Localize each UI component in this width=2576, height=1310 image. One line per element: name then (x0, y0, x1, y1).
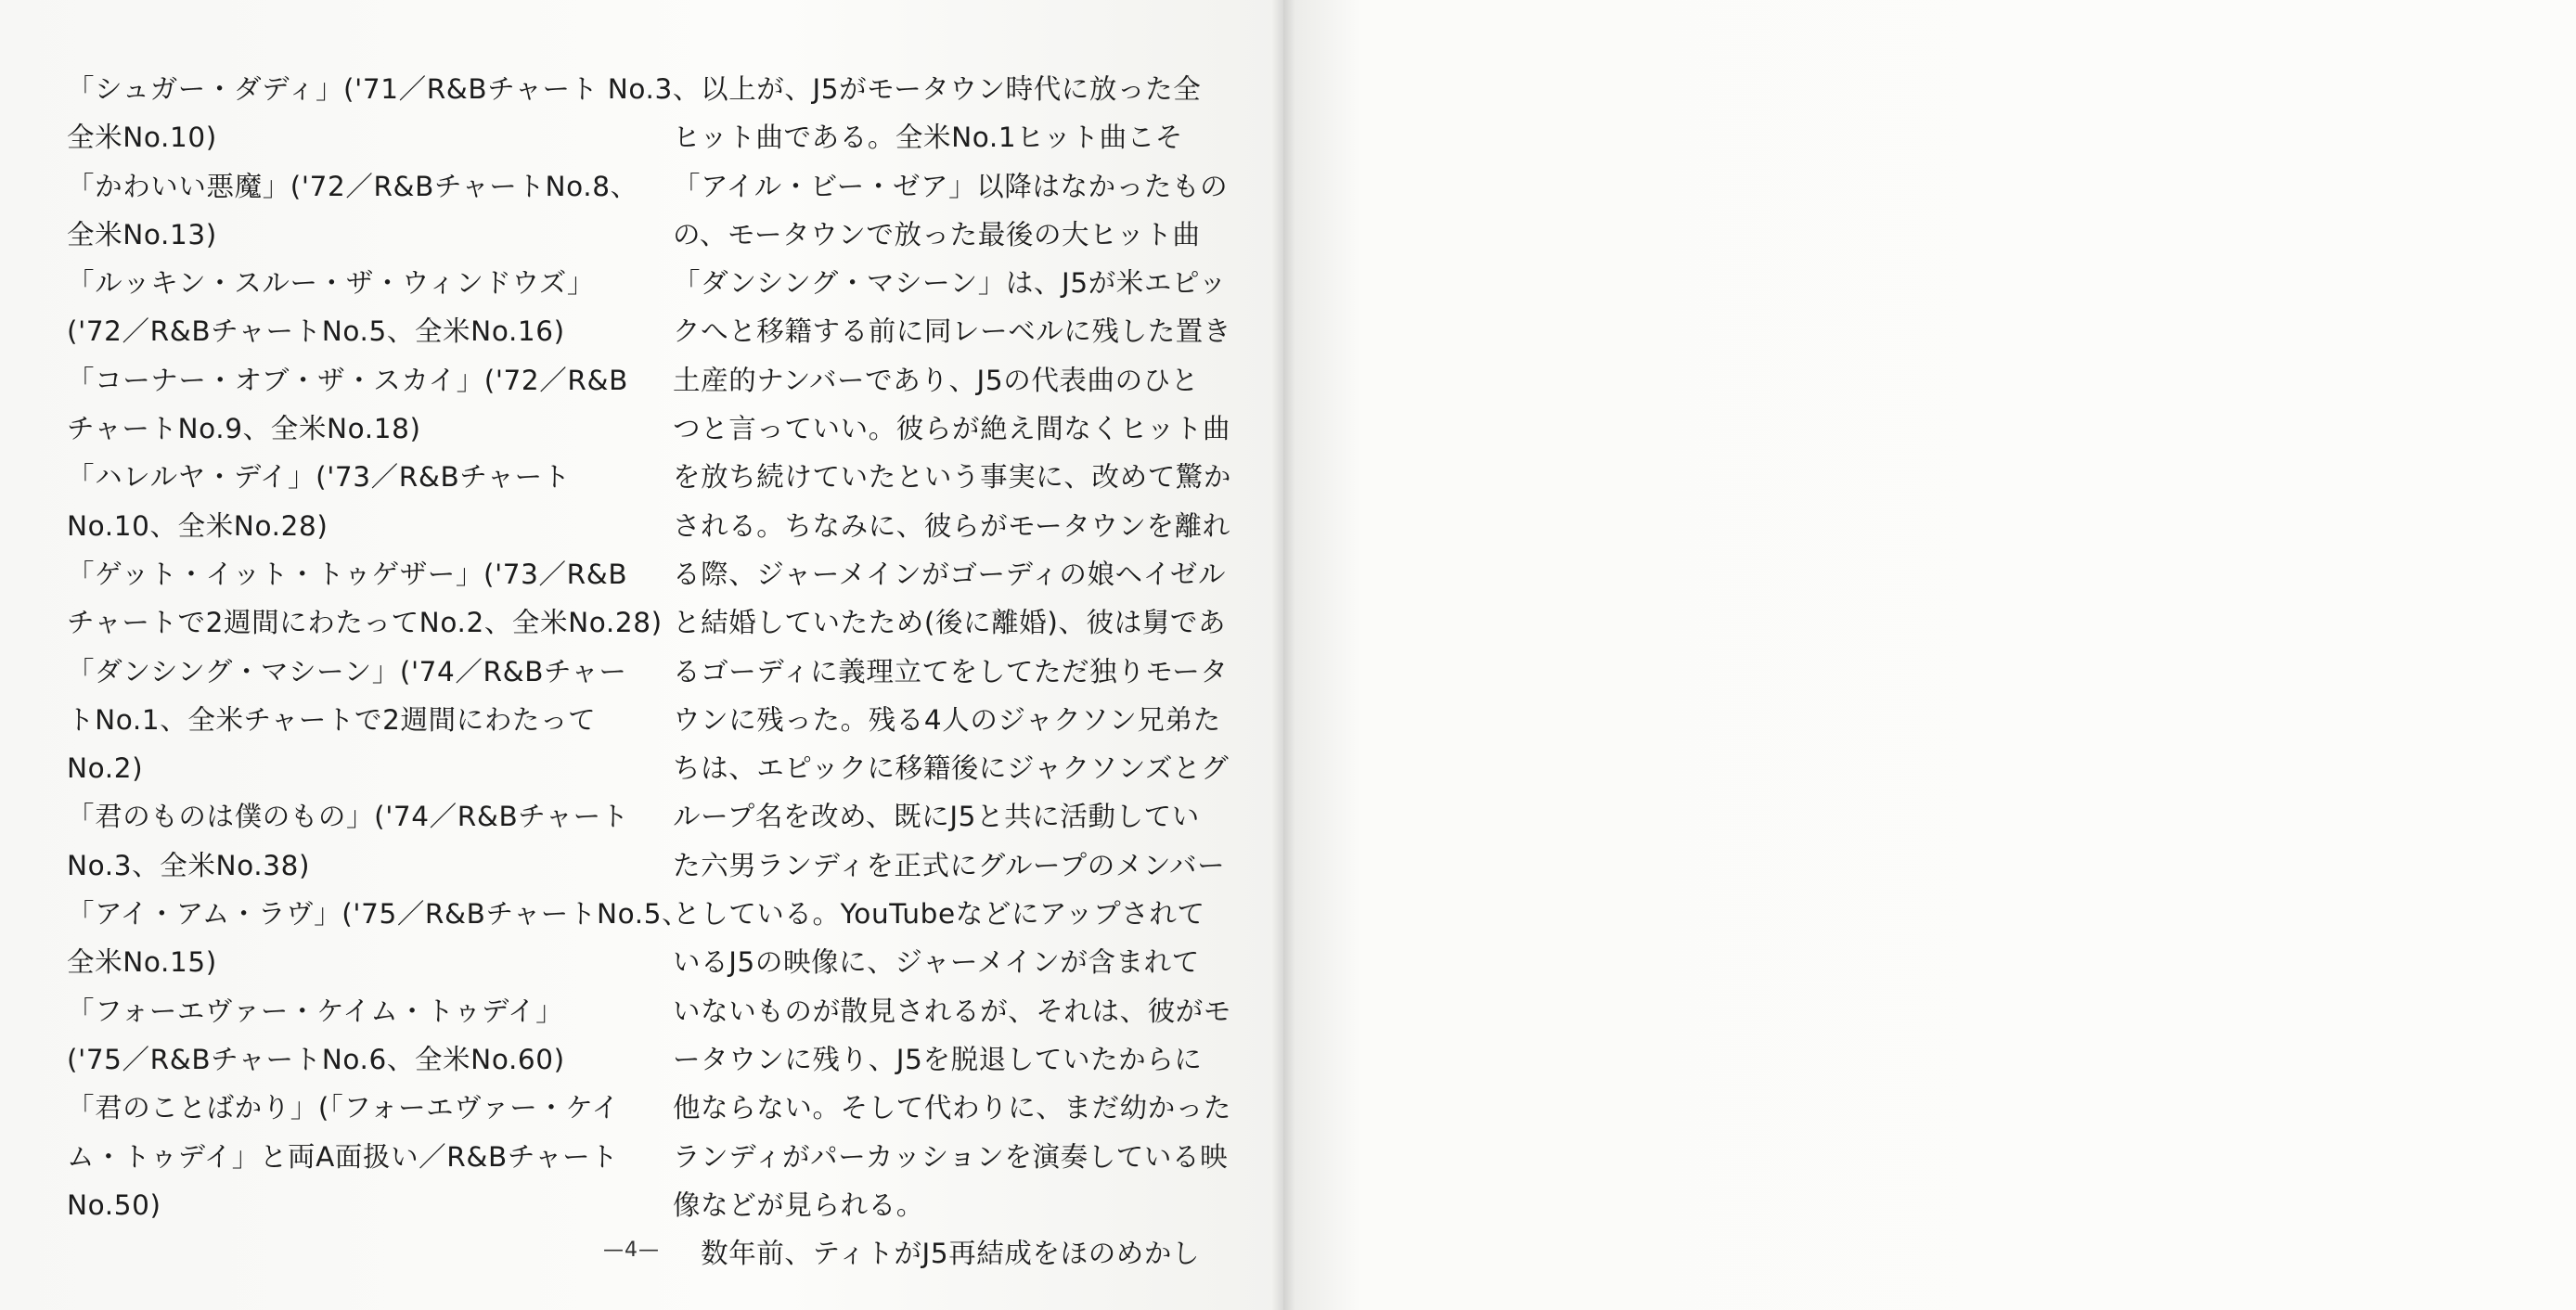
text-line: 「ルッキン・スルー・ザ・ウィンドウズ」 (67, 267, 595, 300)
left-page (0, 0, 1283, 1310)
text-line: 「君のことばかり」(「フォーエヴァー・ケイ (67, 1092, 620, 1124)
text-line: される。ちなみに、彼らがモータウンを離れ (673, 509, 1230, 542)
text-line: いないものが散見されるが、それは、彼がモ (673, 995, 1232, 1027)
text-line: No.2) (67, 752, 144, 785)
text-line: ('72／R&BチャートNo.5、全米No.16) (67, 315, 565, 348)
text-line: いるJ5の映像に、ジャーメインが含まれて (673, 946, 1200, 979)
text-line: ム・トゥデイ」と両A面扱い／R&Bチャート (67, 1140, 619, 1173)
text-line: 「フォーエヴァー・ケイム・トゥデイ」 (67, 995, 564, 1027)
text-line: 「アイル・ビー・ゼア」以降はなかったもの (673, 170, 1229, 202)
text-line: るゴーディに義理立てをしてただ独りモータ (673, 655, 1229, 687)
text-line: No.50) (67, 1188, 161, 1221)
text-line: 以上が、J5がモータウン時代に放った全 (673, 73, 1202, 105)
text-line: 「ダンシング・マシーン」は、J5が米エピッ (673, 267, 1228, 300)
text-line: 「君のものは僕のもの」('74／R&Bチャート (67, 801, 629, 833)
text-line: ループ名を改め、既にJ5と共に活動してい (673, 801, 1200, 833)
text-line: 全米No.15) (67, 946, 217, 979)
text-line: としている。YouTubeなどにアップされて (673, 898, 1205, 931)
text-line: 「コーナー・オブ・ザ・スカイ」('72／R&B (67, 364, 628, 396)
text-line: No.3、全米No.38) (67, 849, 311, 881)
text-line: の、モータウンで放った最後の大ヒット曲 (673, 218, 1201, 250)
text-line: チャートで2週間にわたってNo.2、全米No.28) (67, 607, 663, 639)
text-line: 像などが見られる。 (673, 1188, 924, 1221)
text-line: 土産的ナンバーであり、J5の代表曲のひと (673, 364, 1199, 396)
page-number: —4— (603, 1239, 660, 1262)
text-line: を放ち続けていたという事実に、改めて驚か (673, 461, 1232, 494)
text-line: ('75／R&BチャートNo.6、全米No.60) (67, 1043, 565, 1075)
text-line: ウンに残った。残る4人のジャクソン兄弟た (673, 703, 1221, 736)
text-line: 「シュガー・ダディ」('71／R&Bチャート No.3、 (67, 73, 701, 105)
text-line: 「アイ・アム・ラヴ」('75／R&BチャートNo.5、 (67, 898, 690, 931)
text-line: ータウンに残り、J5を脱退していたからに (673, 1043, 1203, 1075)
column-body-text (673, 65, 1231, 1278)
text-line: 数年前、ティトがJ5再結成をほのめかし (673, 1238, 1201, 1270)
text-line: ヒット曲である。全米No.1ヒット曲こそ (673, 122, 1183, 154)
text-line: と結婚していたため(後に離婚)、彼は舅であ (673, 607, 1227, 639)
text-line: 全米No.13) (67, 218, 217, 250)
text-line: 他ならない。そして代わりに、まだ幼かった (673, 1092, 1232, 1124)
text-line: 「かわいい悪魔」('72／R&BチャートNo.8、 (67, 170, 638, 202)
text-line: クへと移籍する前に同レーベルに残した置き (673, 315, 1232, 348)
text-line: 「ハレルヤ・デイ」('73／R&Bチャート (67, 461, 571, 494)
text-line: た六男ランディを正式にグループのメンバー (673, 849, 1226, 881)
text-line: No.10、全米No.28) (67, 509, 328, 542)
text-line: つと言っていい。彼らが絶え間なくヒット曲 (673, 413, 1231, 445)
book-gutter (1271, 0, 1295, 1310)
text-line: る際、ジャーメインがゴーディの娘ヘイゼル (673, 558, 1227, 590)
text-line: 全米No.10) (67, 122, 217, 154)
column-chart-list (67, 65, 701, 1229)
text-line: チャートNo.9、全米No.18) (67, 413, 421, 445)
text-line: ランディがパーカッションを演奏している映 (673, 1140, 1229, 1173)
right-page (1283, 0, 2576, 1310)
text-line: 「ダンシング・マシーン」('74／R&Bチャー (67, 655, 627, 687)
text-line: ちは、エピックに移籍後にジャクソンズとグ (673, 752, 1230, 785)
text-line: 「ゲット・イット・トゥゲザー」('73／R&B (67, 558, 628, 590)
text-line: トNo.1、全米チャートで2週間にわたって (67, 703, 597, 736)
